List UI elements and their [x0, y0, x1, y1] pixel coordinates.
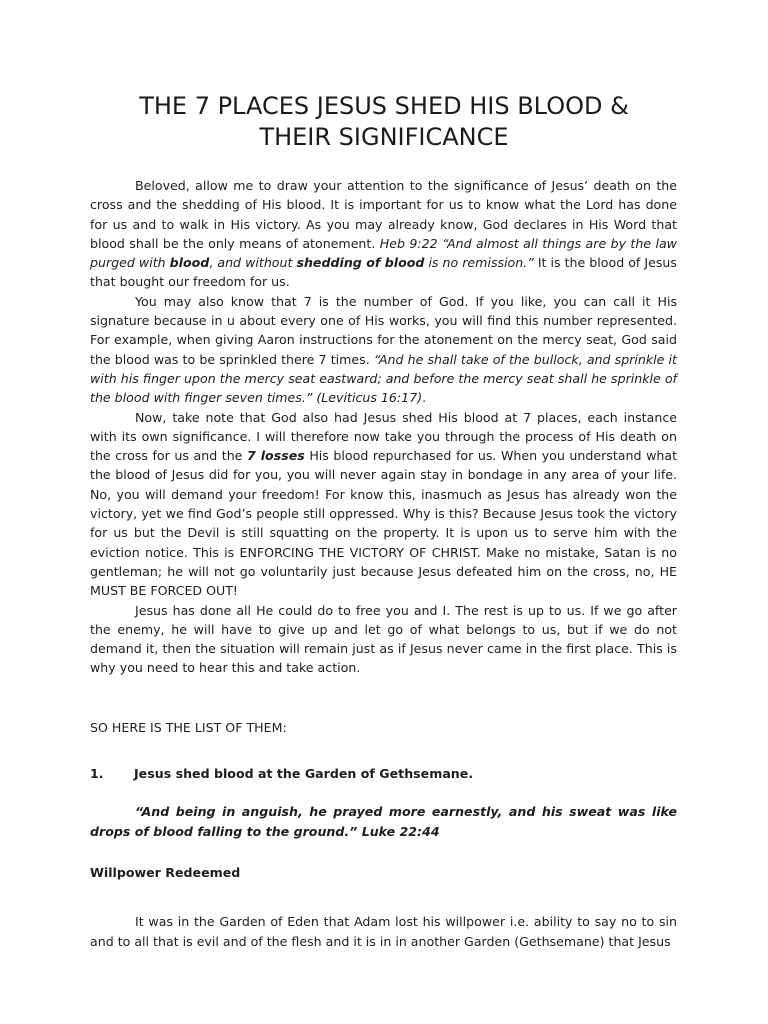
- document-title: [0, 91, 768, 153]
- title-line-2: THEIR SIGNIFICANCE: [259, 123, 509, 151]
- paragraph-intro: [90, 176, 677, 292]
- title-line-1: THE 7 PLACES JESUS SHED HIS BLOOD &: [139, 92, 629, 120]
- paragraph-willpower: It was in the Garden of Eden that Adam lost his willpower i.e. ability to say no to sin and to all that is evil and of the flesh and it is in in another Garden (Gethsemane) that Jesus: [90, 914, 677, 949]
- document-body: [90, 176, 677, 951]
- list-intro: SO HERE IS THE LIST OF THEM:: [90, 719, 287, 735]
- scripture-quote: “And he shall take of the bullock, and sprinkle it with his finger upon the mercy seat eastward; and before the mercy seat shall he sprinkle of the blood with finger seven times.” (Leviticus 16:17): [90, 351, 677, 406]
- paragraph-number-seven: You may also know that 7 is the number of God. If you like, you can call it His signature because in u about every one of His works, you will find this number represented. For example, when giving Aaron instructions for the atonement on the mercy seat, God said the blood was to be sprinkled there 7 times. “And he shall take of the bullock, and sprinkle it with his finger upon the mercy seat eastward; and before the mercy seat shall he sprinkle of the blood with finger seven times.” (Leviticus 16:17).: [90, 293, 677, 406]
- paragraph-seven-places: [90, 408, 677, 601]
- paragraph-text: His blood repurchased for us. When you understand what the blood of Jesus did for you, you will never again stay in bondage in any area of your life. No, you will demand your freedom! For know this, inasmuch as Jesus has already won the victory, yet we find God’s people still oppressed. Why is this? Because Jesus took the victory for us but the Devil is still squatting on the property. It is upon us to serve him with the eviction notice. This is ENFORCING THE VICTORY OF CHRIST. Make no mistake, Satan is no gentleman; he will not go voluntarily just because Jesus defeated him on the cross, no, HE MUST BE FORCED OUT!: [90, 448, 678, 599]
- emphasis-shedding: shedding of blood: [296, 255, 425, 271]
- emphasis-blood: blood: [169, 255, 210, 271]
- scripture-reference: Heb 9:22 “And almost all things are by the law purged with blood, and without shedding of blood is no remission.”: [90, 235, 677, 271]
- list-heading-text: Jesus shed blood at the Garden of Gethsemane.: [134, 766, 474, 782]
- paragraph-text: It is the blood of Jesus that bought our freedom for us.: [90, 255, 677, 290]
- paragraph-take-action: Jesus has done all He could do to free you and I. The rest is up to us. If we go after the enemy, he will have to give up and let go of what belongs to us, but if we do not demand it, then the situation will remain just as if Jesus never came in the first place. This is why you need to hear this and take action.: [90, 602, 677, 676]
- paragraph-text: Beloved, allow me to draw your attention to the significance of Jesus’ death on the cross and the shedding of His blood. It is important for us to know what the Lord has done for us and to walk in His victory. As you may already know, God declares in His Word that blood shall be the only means of atonement.: [90, 178, 677, 251]
- paragraph-text: You may also know that 7 is the number of God. If you like, you can call it His signature because in u about every one of His works, you will find this number represented. For example, when giving Aaron instructions for the atonement on the mercy seat, God said the blood was to be sprinkled there 7 times.: [90, 293, 677, 367]
- paragraph-text: Now, take note that God also had Jesus shed His blood at 7 places, each instance with its own significance. I will therefore now take you through the process of His death on the cross for us and the: [90, 409, 677, 464]
- list-number: 1.: [90, 766, 104, 782]
- subheading-willpower: Willpower Redeemed: [90, 864, 241, 880]
- list-item-1-heading: [90, 764, 677, 783]
- emphasis-seven-losses: 7 losses: [247, 448, 305, 464]
- list-item-1-quote: “And being in anguish, he prayed more earnestly, and his sweat was like drops of blood falling to the ground.” Luke 22:44: [90, 804, 677, 839]
